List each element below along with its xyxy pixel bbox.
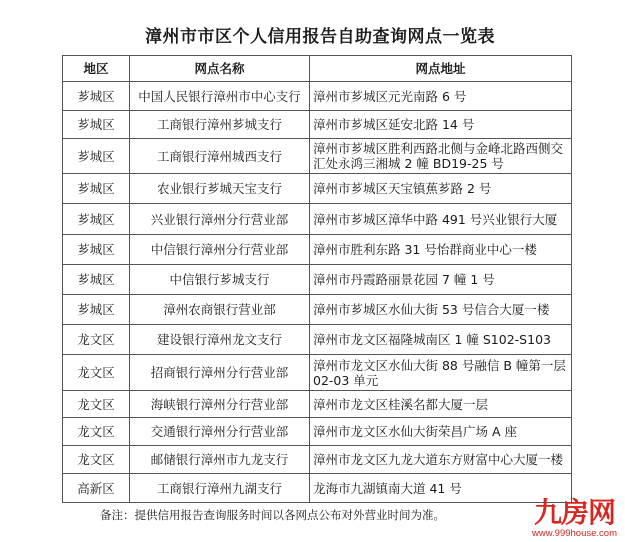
cell-district: 芗城区	[63, 295, 130, 325]
cell-district: 芗城区	[63, 265, 130, 295]
table-row	[63, 265, 572, 295]
cell-branch-name: 中国人民银行漳州市中心支行	[130, 82, 310, 111]
table-row	[63, 391, 572, 418]
cell-branch-address: 漳州市丹霞路丽景花园 7 幢 1 号	[310, 265, 572, 295]
watermark-logo: 九房网	[533, 496, 615, 529]
table-row	[63, 474, 572, 503]
cell-branch-name: 农业银行芗城天宝支行	[130, 174, 310, 204]
cell-district: 芗城区	[63, 82, 130, 111]
table-row	[63, 235, 572, 265]
cell-district: 高新区	[63, 474, 130, 503]
cell-district: 芗城区	[63, 174, 130, 204]
table-row	[63, 139, 572, 174]
table-row	[63, 111, 572, 139]
cell-district: 龙文区	[63, 355, 130, 391]
branch-table	[62, 55, 572, 503]
cell-district: 芗城区	[63, 235, 130, 265]
table-row	[63, 174, 572, 204]
table-row	[63, 295, 572, 325]
table-row	[63, 204, 572, 235]
cell-branch-address: 漳州市芗城区元光南路 6 号	[310, 82, 572, 111]
cell-branch-address: 漳州市龙文区水仙大街 88 号融信 B 幢第一层 02-03 单元	[310, 355, 572, 391]
cell-branch-address: 漳州市芗城区水仙大街 53 号信合大厦一楼	[310, 295, 572, 325]
cell-branch-address: 漳州市龙文区桂溪名都大厦一层	[310, 391, 572, 418]
cell-district: 芗城区	[63, 111, 130, 139]
header-branch-name: 网点名称	[130, 56, 310, 82]
cell-branch-name: 工商银行漳州九湖支行	[130, 474, 310, 503]
cell-branch-name: 中信银行漳州分行营业部	[130, 235, 310, 265]
cell-branch-address: 漳州市胜利东路 31 号怡群商业中心一楼	[310, 235, 572, 265]
cell-branch-address: 漳州市芗城区天宝镇蕉芗路 2 号	[310, 174, 572, 204]
cell-branch-name: 招商银行漳州分行营业部	[130, 355, 310, 391]
cell-district: 龙文区	[63, 325, 130, 355]
table-row	[63, 446, 572, 474]
cell-branch-address: 漳州市芗城区漳华中路 491 号兴业银行大厦	[310, 204, 572, 235]
header-district: 地区	[63, 56, 130, 82]
cell-branch-address: 漳州市龙文区福隆城南区 1 幢 S102-S103	[310, 325, 572, 355]
cell-district: 芗城区	[63, 204, 130, 235]
cell-branch-address: 漳州市芗城区延安北路 14 号	[310, 111, 572, 139]
cell-district: 芗城区	[63, 139, 130, 174]
cell-branch-name: 中信银行芗城支行	[130, 265, 310, 295]
table-row	[63, 325, 572, 355]
watermark	[532, 498, 617, 539]
cell-district: 龙文区	[63, 418, 130, 446]
header-branch-address: 网点地址	[310, 56, 572, 82]
cell-district: 龙文区	[63, 446, 130, 474]
cell-branch-name: 邮储银行漳州市九龙支行	[130, 446, 310, 474]
cell-branch-name: 交通银行漳州分行营业部	[130, 418, 310, 446]
footnote: 备注：提供信用报告查询服务时间以各网点公布对外营业时间为准。	[100, 508, 445, 522]
cell-branch-name: 漳州农商银行营业部	[130, 295, 310, 325]
cell-branch-address: 漳州市龙文区水仙大街荣昌广场 A 座	[310, 418, 572, 446]
cell-branch-name: 工商银行漳州芗城支行	[130, 111, 310, 139]
watermark-url: www.999house.com	[531, 528, 617, 539]
cell-district: 龙文区	[63, 391, 130, 418]
cell-branch-name: 海峡银行漳州分行营业部	[130, 391, 310, 418]
table-row	[63, 82, 572, 111]
cell-branch-name: 兴业银行漳州分行营业部	[130, 204, 310, 235]
cell-branch-address: 漳州市龙文区九龙大道东方财富中心大厦一楼	[310, 446, 572, 474]
cell-branch-address: 龙海市九湖镇南大道 41 号	[310, 474, 572, 503]
cell-branch-name: 建设银行漳州龙文支行	[130, 325, 310, 355]
table-row	[63, 418, 572, 446]
cell-branch-address: 漳州市芗城区胜利西路北侧与金峰北路西侧交汇处永鸿三湘城 2 幢 BD19-25 号	[310, 139, 572, 174]
document-title: 漳州市市区个人信用报告自助查询网点一览表	[145, 27, 495, 47]
table-row	[63, 355, 572, 391]
table-header-row	[63, 56, 572, 82]
cell-branch-name: 工商银行漳州城西支行	[130, 139, 310, 174]
